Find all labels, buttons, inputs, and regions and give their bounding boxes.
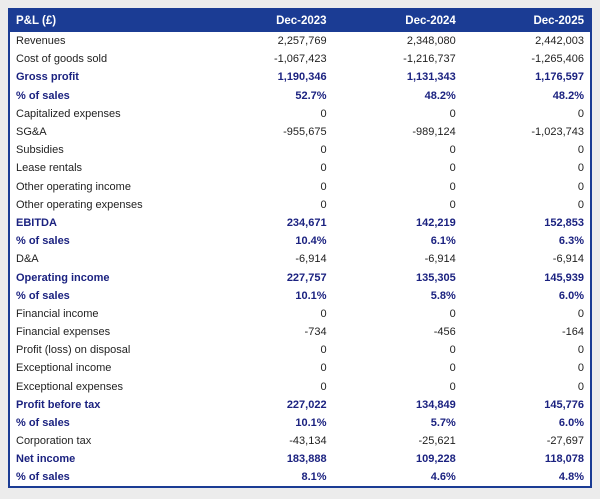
- row-label: % of sales: [16, 289, 70, 302]
- cell-value: 0: [577, 162, 584, 175]
- cell-value: -1,023,743: [531, 126, 584, 139]
- cell-value: 10.1%: [295, 289, 327, 302]
- row-label: SG&A: [16, 126, 47, 139]
- row-label: D&A: [16, 253, 39, 266]
- cell-value: -989,124: [412, 126, 456, 139]
- table-row: [9, 159, 591, 177]
- cell-value: 0: [577, 344, 584, 357]
- cell-value: 0: [320, 162, 327, 175]
- table-row: [9, 141, 591, 159]
- cell-value: 52.7%: [295, 89, 327, 102]
- cell-value: 6.3%: [558, 235, 584, 248]
- cell-value: -25,621: [418, 435, 456, 448]
- cell-value: 48.2%: [424, 89, 456, 102]
- table-row: [9, 414, 591, 432]
- row-label: Other operating income: [16, 180, 131, 193]
- cell-value: 4.6%: [430, 471, 456, 484]
- cell-value: 0: [320, 362, 327, 375]
- table-row: [9, 469, 591, 487]
- cell-value: 0: [320, 144, 327, 157]
- table-row: [9, 196, 591, 214]
- row-label: Financial income: [16, 307, 99, 320]
- cell-value: 5.8%: [430, 289, 456, 302]
- table-row: [9, 396, 591, 414]
- row-label: Cost of goods sold: [16, 53, 108, 66]
- cell-value: 0: [577, 180, 584, 193]
- row-label: % of sales: [16, 89, 70, 102]
- cell-value: 0: [449, 362, 456, 375]
- cell-value: 1,131,343: [406, 71, 456, 84]
- table-title: P&L (£): [9, 9, 203, 32]
- table-row: [9, 359, 591, 377]
- cell-value: 0: [320, 307, 327, 320]
- cell-value: -1,216,737: [403, 53, 456, 66]
- row-label: % of sales: [16, 235, 70, 248]
- row-label: Other operating expenses: [16, 198, 143, 211]
- cell-value: 0: [449, 107, 456, 120]
- cell-value: 2,257,769: [277, 35, 327, 48]
- cell-value: 6.0%: [558, 289, 584, 302]
- cell-value: 0: [449, 144, 456, 157]
- cell-value: 5.7%: [430, 417, 456, 430]
- row-label: Subsidies: [16, 144, 64, 157]
- table-row: [9, 305, 591, 323]
- column-header-dec-2023: Dec-2023: [203, 9, 332, 32]
- table-row: [9, 432, 591, 450]
- cell-value: -6,914: [295, 253, 327, 266]
- cell-value: 6.0%: [558, 417, 584, 430]
- cell-value: 0: [320, 344, 327, 357]
- row-label: Profit before tax: [16, 398, 101, 411]
- cell-value: 1,190,346: [277, 71, 327, 84]
- table-row: [9, 123, 591, 141]
- cell-value: 0: [320, 180, 327, 193]
- cell-value: -43,134: [289, 435, 327, 448]
- cell-value: 0: [577, 362, 584, 375]
- cell-value: 2,348,080: [406, 35, 456, 48]
- table-row: [9, 268, 591, 286]
- cell-value: -6,914: [424, 253, 456, 266]
- cell-value: 0: [320, 198, 327, 211]
- cell-value: 145,939: [544, 271, 584, 284]
- cell-value: -1,067,423: [273, 53, 327, 66]
- cell-value: 4.8%: [558, 471, 584, 484]
- cell-value: 48.2%: [552, 89, 584, 102]
- cell-value: 2,442,003: [535, 35, 584, 48]
- row-label: Net income: [16, 453, 76, 466]
- row-label: Capitalized expenses: [16, 107, 121, 120]
- table-body: [9, 32, 591, 487]
- row-label: Gross profit: [16, 71, 79, 84]
- row-label: % of sales: [16, 471, 70, 484]
- cell-value: 183,888: [286, 453, 327, 466]
- cell-value: 142,219: [416, 216, 456, 229]
- table-row: [9, 378, 591, 396]
- cell-value: 10.4%: [295, 235, 327, 248]
- table-row: [9, 287, 591, 305]
- table-row: [9, 341, 591, 359]
- column-header-dec-2024: Dec-2024: [333, 9, 462, 32]
- cell-value: -734: [304, 326, 327, 339]
- cell-value: 118,078: [544, 453, 584, 466]
- row-label: Exceptional expenses: [16, 380, 124, 393]
- cell-value: 152,853: [544, 216, 584, 229]
- table-row: [9, 232, 591, 250]
- cell-value: 234,671: [286, 216, 327, 229]
- row-label: Financial expenses: [16, 326, 111, 339]
- cell-value: -164: [561, 326, 584, 339]
- cell-value: 6.1%: [430, 235, 456, 248]
- table-row: [9, 250, 591, 268]
- cell-value: 0: [449, 180, 456, 193]
- cell-value: 0: [449, 380, 456, 393]
- table-row: [9, 68, 591, 86]
- cell-value: -456: [433, 326, 456, 339]
- table-row: [9, 32, 591, 50]
- table-row: [9, 450, 591, 468]
- row-label: Exceptional income: [16, 362, 112, 375]
- cell-value: 8.1%: [301, 471, 327, 484]
- row-label: Operating income: [16, 271, 110, 284]
- row-label: EBITDA: [16, 216, 57, 229]
- cell-value: 135,305: [416, 271, 456, 284]
- cell-value: -1,265,406: [531, 53, 584, 66]
- cell-value: 0: [320, 380, 327, 393]
- cell-value: 145,776: [544, 398, 584, 411]
- cell-value: -27,697: [546, 435, 584, 448]
- table-row: [9, 105, 591, 123]
- column-header-dec-2025: Dec-2025: [462, 9, 591, 32]
- cell-value: 134,849: [416, 398, 456, 411]
- cell-value: 0: [577, 198, 584, 211]
- cell-value: 227,022: [286, 398, 327, 411]
- cell-value: 0: [449, 344, 456, 357]
- cell-value: -6,914: [552, 253, 584, 266]
- cell-value: 0: [449, 198, 456, 211]
- cell-value: 109,228: [416, 453, 456, 466]
- cell-value: 10.1%: [295, 417, 327, 430]
- row-label: % of sales: [16, 417, 70, 430]
- cell-value: 0: [320, 107, 327, 120]
- cell-value: 227,757: [286, 271, 327, 284]
- cell-value: 1,176,597: [535, 71, 584, 84]
- cell-value: 0: [577, 380, 584, 393]
- table-row: [9, 214, 591, 232]
- row-label: Profit (loss) on disposal: [16, 344, 131, 357]
- pnl-table: [8, 8, 592, 488]
- table-row: [9, 50, 591, 68]
- table-header-row: [9, 9, 591, 32]
- cell-value: 0: [577, 144, 584, 157]
- table-row: [9, 323, 591, 341]
- cell-value: 0: [577, 307, 584, 320]
- cell-value: 0: [577, 107, 584, 120]
- row-label: Corporation tax: [16, 435, 92, 448]
- cell-value: 0: [449, 162, 456, 175]
- cell-value: 0: [449, 307, 456, 320]
- row-label: Revenues: [16, 35, 66, 48]
- table-row: [9, 87, 591, 105]
- table-row: [9, 178, 591, 196]
- row-label: Lease rentals: [16, 162, 83, 175]
- cell-value: -955,675: [283, 126, 327, 139]
